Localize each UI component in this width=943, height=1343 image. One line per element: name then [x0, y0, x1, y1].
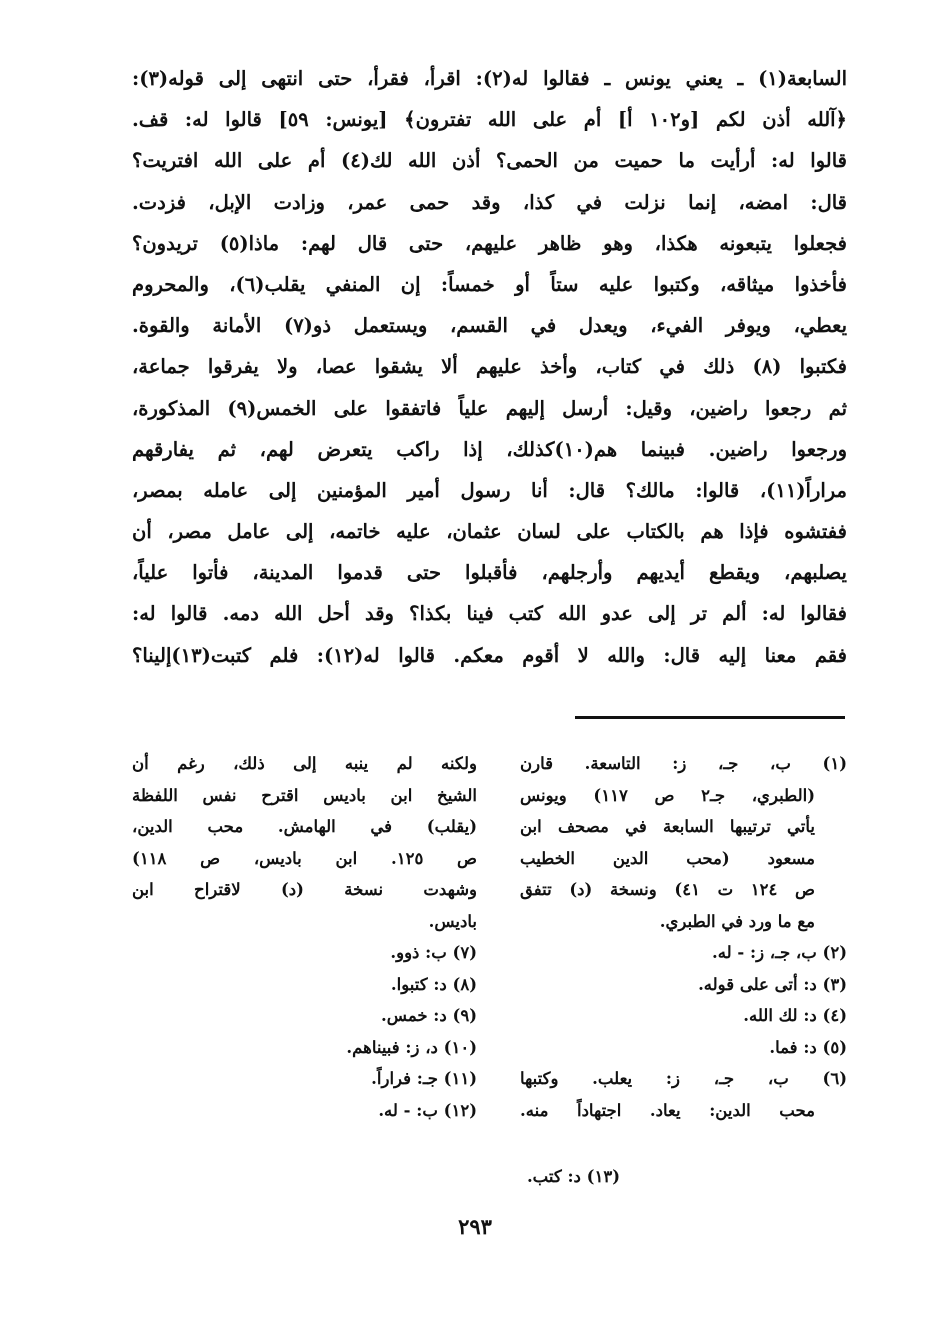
footnotes-bottom	[420, 1161, 620, 1193]
footnote-line: (١٠) د، ز: فبيناهم.	[346, 1037, 477, 1057]
footnote-line: ص ١٢٥. ابن باديس، ص ١١٨)	[132, 848, 477, 868]
footnotes-left-column	[132, 748, 477, 1126]
text-line: فقم معنا إليه قال: والله لا أقوم معكم. قالوا له(١٢): فلم كتبت(١٣)إلينا؟	[132, 643, 847, 667]
footnote-line: يأتي ترتيبها السابعة في مصحف ابن	[520, 817, 815, 836]
text-line: فكتبوا (٨) ذلك في كتاب، وأخذ عليهم ألا يشقوا عصا، ولا يفرقوا جماعة،	[132, 355, 847, 379]
footnote-line: محب الدين: يعاد. اجتهاداً منه.	[520, 1100, 815, 1120]
footnote-line: (١٣) د: كتب.	[526, 1167, 620, 1186]
text-line: ﴿آلله أذن لكم [و١٠٢ أ] أم على الله تفترون﴾ [يونس: ٥٩] قالوا له: قف.	[132, 108, 847, 132]
text-line: فأخذوا ميثاقه، وكتبوا عليه ستاً أو خمساً: إن المنفي يقلب(٦)، والمحروم	[132, 272, 847, 296]
footnote-line: (٨) د: كتبوا.	[390, 974, 477, 994]
footnote-line: (٩) د: خمس.	[381, 1006, 477, 1025]
footnote-separator	[575, 716, 845, 719]
footnote-line: مع ما ورد في الطبري.	[659, 911, 815, 931]
text-line: ثم رجعوا راضين، وقيل: أرسل إليهم علياً فاتفقوا على الخمس(٩) المذكورة،	[132, 396, 847, 420]
footnote-line: (١٢) ب: - له.	[378, 1100, 477, 1120]
footnote-line: (١١) جـ: فراراً.	[371, 1069, 477, 1088]
footnote-line: (٧) ب: ذوو.	[390, 943, 477, 962]
page-number: ٢٩٣	[458, 1214, 492, 1239]
footnote-line: (٥) د: فما.	[769, 1037, 847, 1057]
footnote-line: (يقلب) في الهامش. محب الدين،	[132, 817, 477, 836]
text-line: يعطي، ويوفر الفيء، ويعدل في القسم، ويستعمل ذو(٧) الأمانة والقوة.	[132, 314, 847, 338]
text-line: مراراً(١١)، قالوا: مالك؟ قال: أنا رسول أمير المؤمنين إلى عامله بمصر،	[132, 478, 847, 502]
footnotes-right-column	[520, 748, 847, 1126]
text-line: فجعلوا يتبعونه هكذا، وهو ظاهر عليهم، حتى قال لهم: ماذا(٥) تريدون؟	[132, 231, 847, 255]
text-line: فقالوا له: ألم تر إلى عدو الله كتب فينا بكذا؟ وقد أحل الله دمه. قالوا له:	[132, 602, 847, 626]
footnote-line: (١) ب، جـ، ز: التاسعة. قارن	[520, 754, 847, 773]
footnote-line: مسعود (محب الدين الخطيب	[520, 848, 815, 868]
text-line: يصلبهم، ويقطع أيديهم وأرجلهم، فأقبلوا حتى قدموا المدينة، فأتوا علياً،	[132, 561, 847, 585]
text-line: قالوا له: أرأيت ما حميت من الحمى؟ أذن الله لك(٤) أم على الله افتريت؟	[132, 149, 847, 173]
footnote-line: الشيخ ابن باديس اقترح نفس اللفظة	[132, 785, 477, 805]
footnote-line: (٤) د: لك الله.	[743, 1006, 847, 1025]
text-line: ففتشوه فإذا هم بالكتاب على لسان عثمان، عليه خاتمه، إلى عامل مصر، أن	[132, 520, 847, 544]
footnote-line: (٣) د: أتى على قوله.	[698, 974, 847, 994]
footnote-line: وشهدت نسخة (د) لاقتراح ابن	[132, 880, 477, 899]
footnote-line: (٢) ب، جـ، ز: - له.	[712, 943, 847, 962]
main-text	[132, 58, 847, 676]
text-line: قال: امضه، إنما نزلت في كذا، وقد حمى عمر، وزادت الإبل، فزدت.	[132, 190, 847, 214]
footnote-line: باديس.	[428, 911, 477, 931]
footnote-line: ولكنه لم ينبه إلى ذلك، رغم أن	[132, 754, 477, 773]
footnote-line: (الطبري، جـ٢ ص ١١٧) ويونس	[520, 785, 816, 805]
text-line: ورجعوا راضين. فبينما هم(١٠)كذلك، إذا راكب يتعرض لهم، ثم يفارقهم	[132, 437, 847, 461]
text-line: السابعة(١) ـ يعني يونس ـ فقالوا له(٢): اقرأ، فقرأ، حتى انتهى إلى قوله(٣):	[132, 67, 847, 90]
footnote-line: ص ١٢٤ ت ٤١) ونسخة (د) تتفق	[520, 880, 815, 899]
footnote-line: (٦) ب، جـ، ز: يعلب. وكتبها	[520, 1069, 847, 1088]
